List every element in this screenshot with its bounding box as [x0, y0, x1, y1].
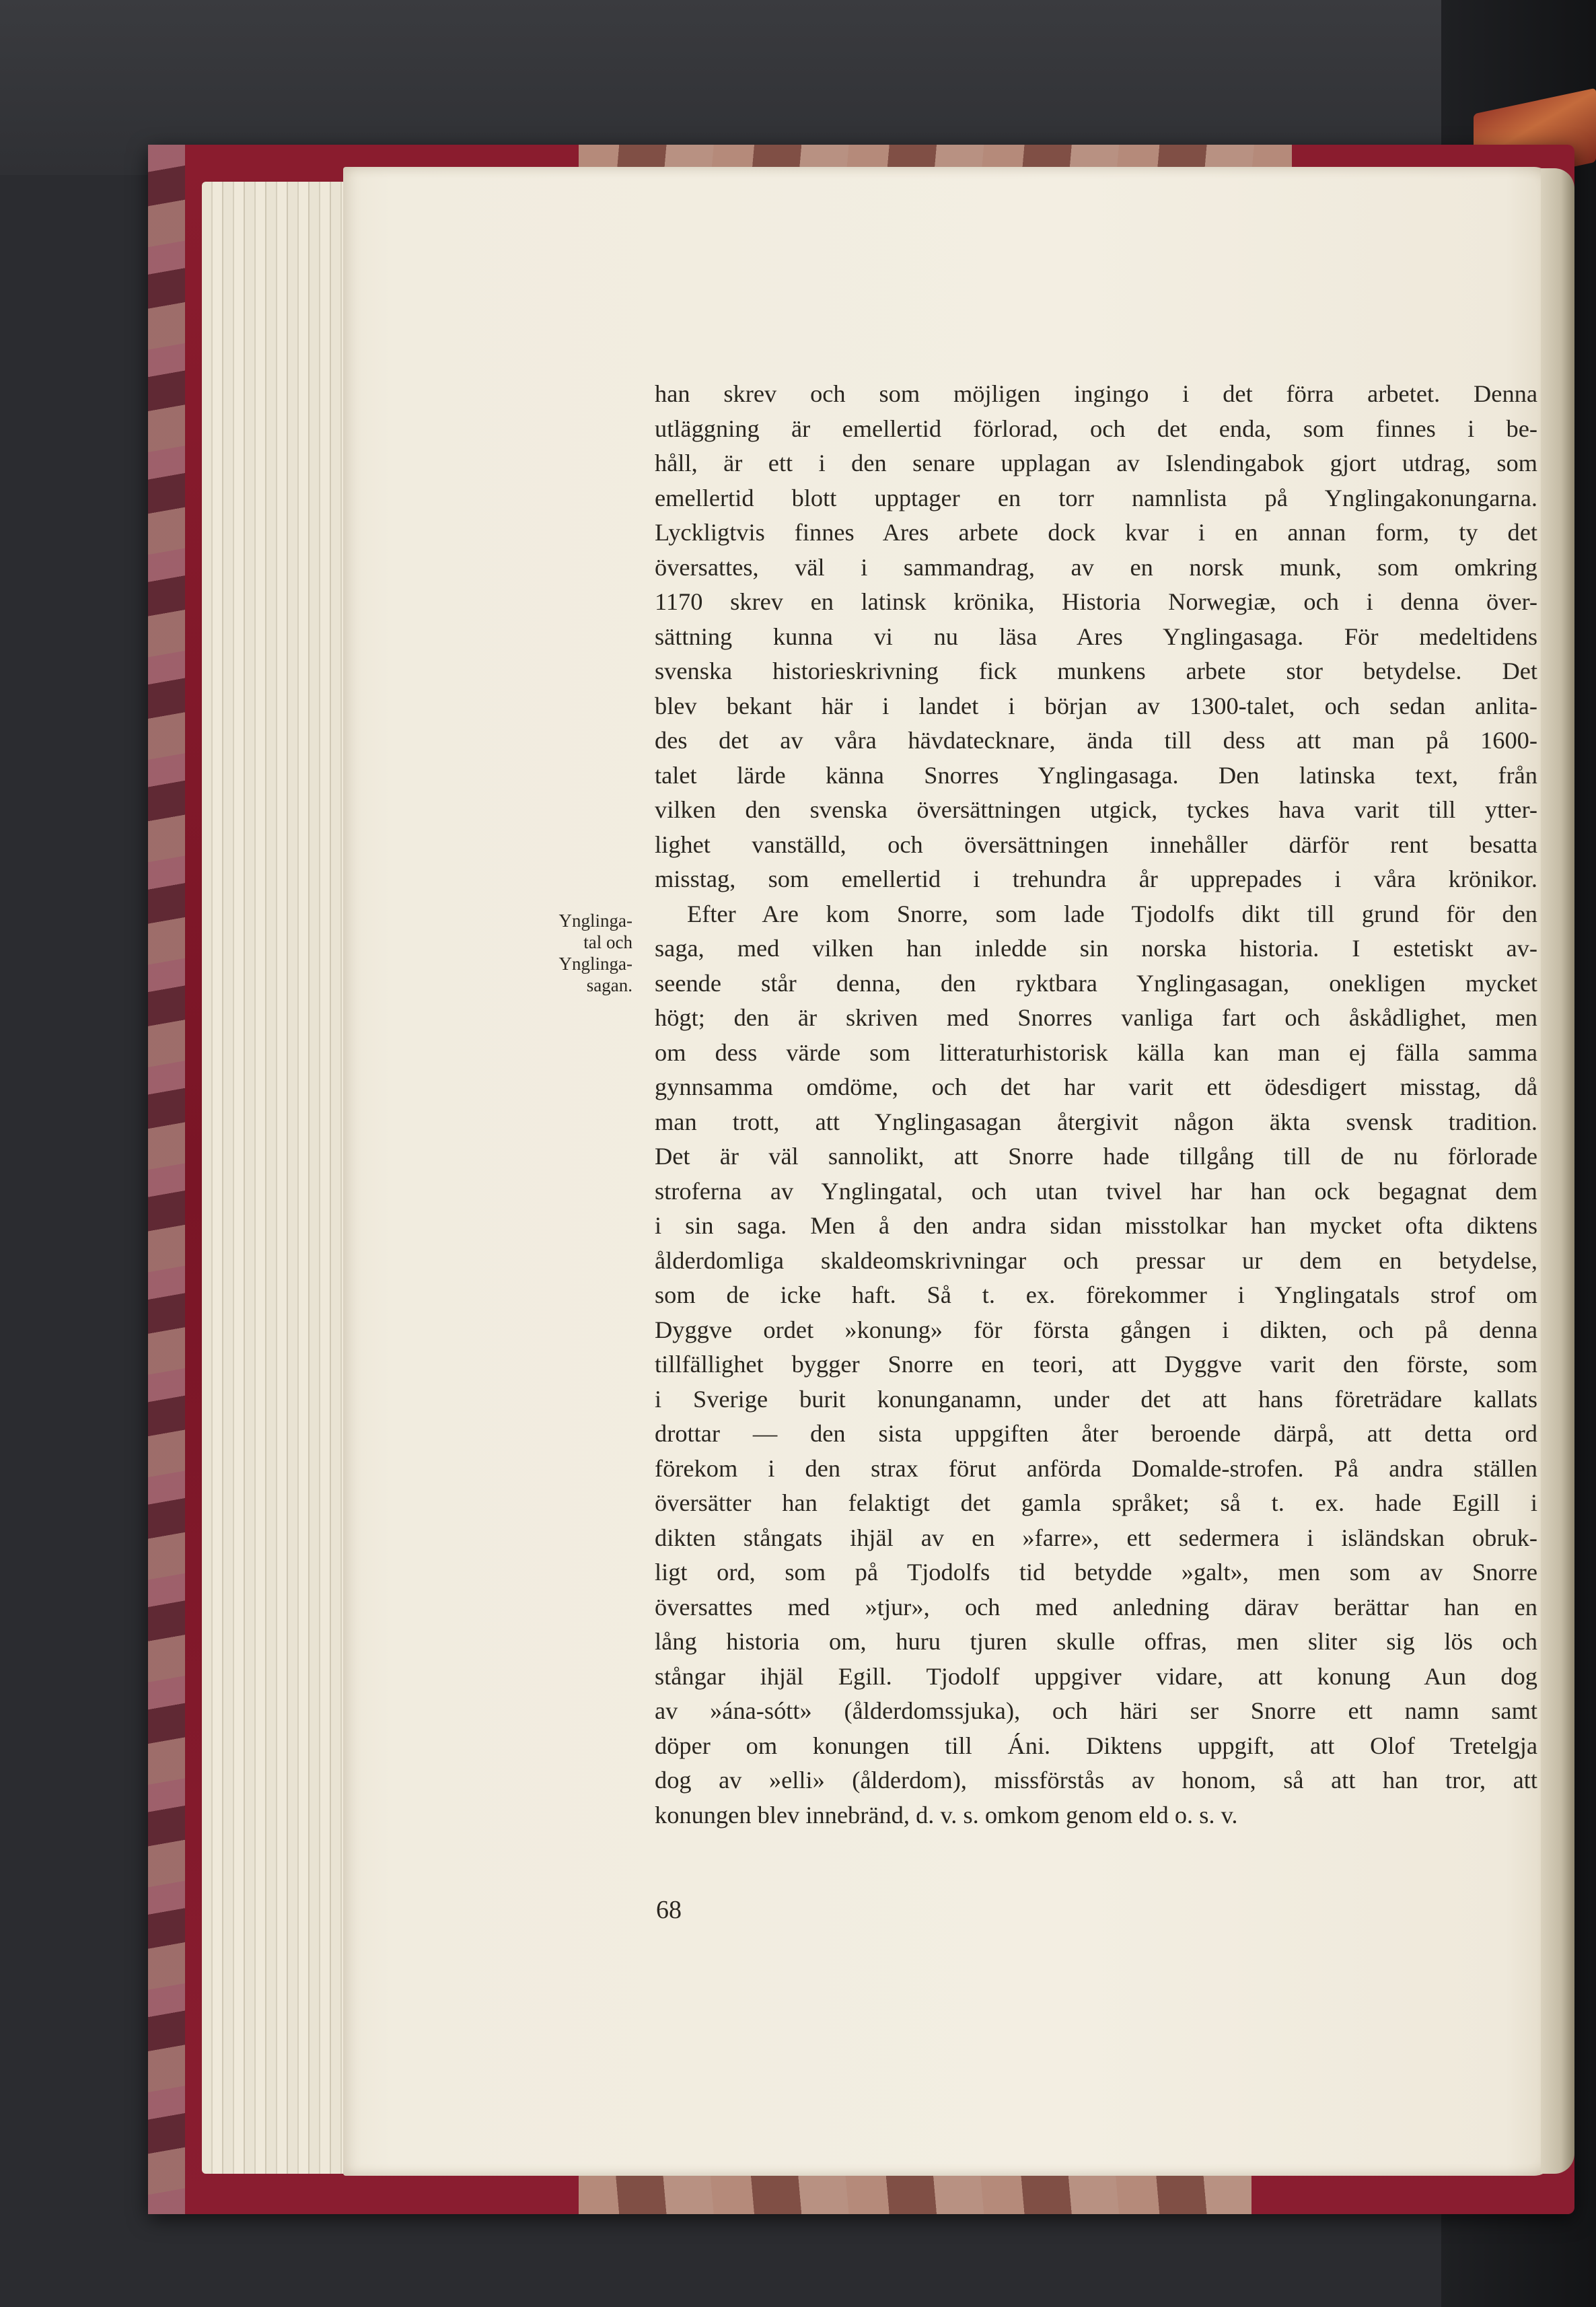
margin-note	[511, 910, 632, 996]
text-line: blev bekant här i landet i början av 1300-talet, och sedan anlita-	[655, 692, 1537, 719]
page-number: 68	[656, 1896, 682, 1924]
text-line: seende står denna, den ryktbara Ynglingasagan, onekligen mycket	[655, 969, 1537, 997]
text-line: talet lärde känna Snorres Ynglingasaga. Den latinska text, från	[655, 761, 1537, 789]
text-line: håll, är ett i den senare upplagan av Islendingabok gjort utdrag, som	[655, 450, 1537, 476]
text-line: Lyckligtvis finnes Ares arbete dock kvar i en annan form, ty det	[655, 519, 1537, 546]
text-line: utläggning är emellertid förlorad, och det enda, som finnes i be-	[655, 415, 1537, 442]
margin-note-line: sagan.	[586, 975, 632, 995]
text-line: han skrev och som möjligen ingingo i det förra arbetet. Denna	[655, 380, 1537, 407]
text-line: av »ána-sótt» (ålderdomssjuka), och häri ser Snorre ett namn samt	[655, 1697, 1537, 1724]
text-line: saga, med vilken han inledde sin norska historia. I estetiskt av-	[655, 935, 1537, 962]
margin-note-line: tal och	[583, 932, 632, 952]
text-line: ligt ord, som på Tjodolfs tid betydde »galt», men som av Snorre	[655, 1559, 1537, 1586]
text-line: översattes med »tjur», och med anledning därav berättar han en	[655, 1593, 1537, 1621]
text-line: som de icke haft. Så t. ex. förekommer i Ynglingatals strof om	[655, 1281, 1537, 1308]
text-line: gynnsamma omdöme, och det har varit ett ödesdigert misstag, då	[655, 1073, 1537, 1100]
text-line: döper om konungen till Áni. Diktens uppgift, att Olof Tretelgja	[655, 1732, 1537, 1759]
marbled-cover-bottom	[579, 2174, 1252, 2214]
text-line: högt; den är skriven med Snorres vanliga fart och åskådlighet, men	[655, 1004, 1537, 1031]
margin-note-line: Ynglinga-	[558, 911, 632, 931]
text-line: dog av »elli» (ålderdom), missförstås av honom, så att han tror, att	[655, 1767, 1537, 1794]
text-line: förekom i den strax förut anförda Domalde-strofen. På andra ställen	[655, 1454, 1537, 1482]
text-line: ålderdomliga skaldeomskrivningar och pressar ur dem en betydelse,	[655, 1246, 1537, 1274]
text-line: misstag, som emellertid i trehundra år upprepades i våra krönikor.	[655, 865, 1537, 892]
text-line: man trott, att Ynglingasagan återgivit någon äkta svensk tradition.	[655, 1108, 1537, 1135]
text-line: sättning kunna vi nu läsa Ares Ynglingasaga. För medeltidens	[655, 623, 1537, 650]
text-line: Efter Are kom Snorre, som lade Tjodolfs dikt till grund för den	[687, 900, 1537, 927]
text-line: vilken den svenska översättningen utgick, tyckes hava varit till ytter-	[655, 796, 1537, 823]
text-line: Det är väl sannolikt, att Snorre hade tillgång till de nu förlorade	[655, 1143, 1537, 1170]
text-line: stroferna av Ynglingatal, och utan tvivel har han ock begagnat dem	[655, 1177, 1537, 1205]
text-line: des det av våra hävdatecknare, ända till dess att man på 1600-	[655, 727, 1537, 754]
marbled-cover-edge	[148, 145, 185, 2214]
text-line: emellertid blott upptager en torr namnlista på Ynglingakonungarna.	[655, 484, 1537, 511]
text-line: svenska historieskrivning fick munkens arbete stor betydelse. Det	[655, 658, 1537, 684]
text-line: översattes, väl i sammandrag, av en norsk munk, som omkring	[655, 553, 1537, 581]
text-line: översätter han felaktigt det gamla språket; så t. ex. hade Egill i	[655, 1489, 1537, 1516]
text-line: tillfällighet bygger Snorre en teori, att Dyggve varit den förste, som	[655, 1351, 1537, 1378]
text-line: lång historia om, huru tjuren skulle offras, men sliter sig lös och	[655, 1628, 1537, 1655]
text-line: i Sverige burit konunganamn, under det att hans företrädare kallats	[655, 1385, 1537, 1413]
text-line: lighet vanställd, och översättningen innehåller därför rent besatta	[655, 830, 1537, 858]
text-line: stångar ihjäl Egill. Tjodolf uppgiver vidare, att konung Aun dog	[655, 1662, 1537, 1690]
text-line: drottar — den sista uppgiften åter beroende därpå, att detta ord	[655, 1420, 1537, 1447]
text-line: i sin saga. Men å den andra sidan misstolkar han mycket ofta diktens	[655, 1212, 1537, 1239]
text-line: 1170 skrev en latinsk krönika, Historia Norwegiæ, och i denna över-	[655, 588, 1537, 615]
margin-note-line: Ynglinga-	[558, 954, 632, 974]
body-text	[655, 377, 1537, 1833]
page-gutter-curl	[1541, 168, 1574, 2174]
text-line: konungen blev innebränd, d. v. s. omkom genom eld o. s. v.	[655, 1801, 1238, 1829]
text-line: om dess värde som litteraturhistorisk källa kan man ej fälla samma	[655, 1038, 1537, 1066]
text-line: Dyggve ordet »konung» för första gången i dikten, och på denna	[655, 1316, 1537, 1343]
text-line: dikten stångats ihjäl av en »farre», ett sedermera i isländskan obruk-	[655, 1524, 1537, 1551]
page-edges	[202, 182, 357, 2174]
